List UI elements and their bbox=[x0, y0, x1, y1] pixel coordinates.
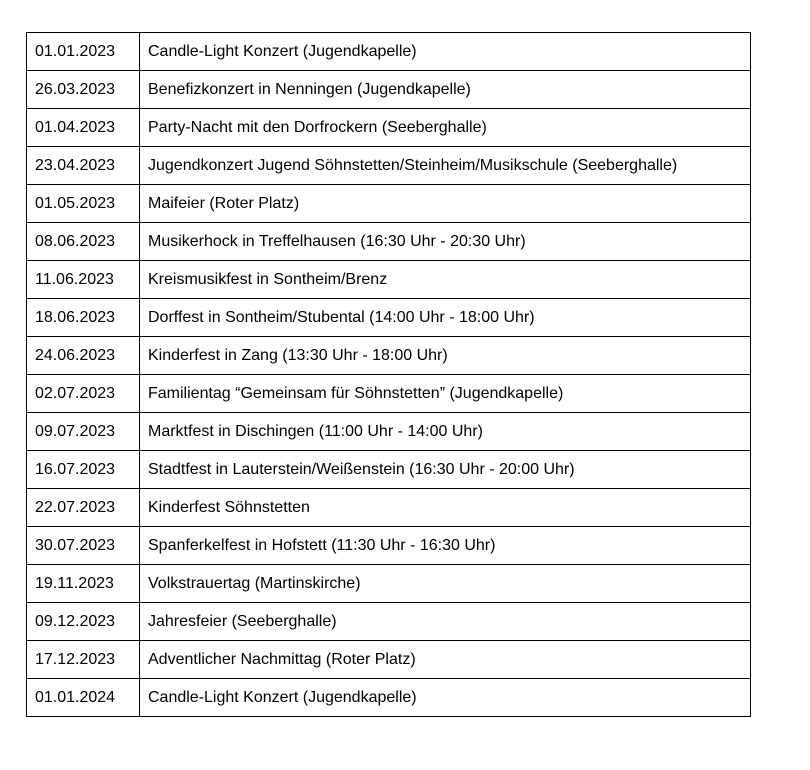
event-title: Candle-Light Konzert (Jugendkapelle) bbox=[140, 33, 751, 71]
event-date: 08.06.2023 bbox=[27, 223, 140, 261]
event-title: Maifeier (Roter Platz) bbox=[140, 185, 751, 223]
event-date: 24.06.2023 bbox=[27, 337, 140, 375]
event-title: Adventlicher Nachmittag (Roter Platz) bbox=[140, 641, 751, 679]
event-date: 09.12.2023 bbox=[27, 603, 140, 641]
table-row bbox=[27, 565, 751, 603]
event-title: Familientag “Gemeinsam für Söhnstetten” (Jugendkapelle) bbox=[140, 375, 751, 413]
event-date: 01.01.2023 bbox=[27, 33, 140, 71]
event-date: 26.03.2023 bbox=[27, 71, 140, 109]
event-date: 01.05.2023 bbox=[27, 185, 140, 223]
event-date: 22.07.2023 bbox=[27, 489, 140, 527]
table-row bbox=[27, 299, 751, 337]
event-date: 23.04.2023 bbox=[27, 147, 140, 185]
event-date: 01.01.2024 bbox=[27, 679, 140, 717]
table-row bbox=[27, 147, 751, 185]
table-row bbox=[27, 223, 751, 261]
event-date: 11.06.2023 bbox=[27, 261, 140, 299]
event-date: 02.07.2023 bbox=[27, 375, 140, 413]
event-title: Volkstrauertag (Martinskirche) bbox=[140, 565, 751, 603]
table-row bbox=[27, 185, 751, 223]
table-row bbox=[27, 337, 751, 375]
event-date: 01.04.2023 bbox=[27, 109, 140, 147]
event-title: Kreismusikfest in Sontheim/Brenz bbox=[140, 261, 751, 299]
table-row bbox=[27, 451, 751, 489]
event-title: Spanferkelfest in Hofstett (11:30 Uhr - 16:30 Uhr) bbox=[140, 527, 751, 565]
table-row bbox=[27, 527, 751, 565]
events-table bbox=[26, 32, 751, 717]
event-title: Jugendkonzert Jugend Söhnstetten/Steinheim/Musikschule (Seeberghalle) bbox=[140, 147, 751, 185]
event-date: 17.12.2023 bbox=[27, 641, 140, 679]
table-row bbox=[27, 109, 751, 147]
event-title: Benefizkonzert in Nenningen (Jugendkapelle) bbox=[140, 71, 751, 109]
table-row bbox=[27, 261, 751, 299]
event-title: Candle-Light Konzert (Jugendkapelle) bbox=[140, 679, 751, 717]
table-row bbox=[27, 33, 751, 71]
table-row bbox=[27, 489, 751, 527]
event-date: 09.07.2023 bbox=[27, 413, 140, 451]
table-row bbox=[27, 375, 751, 413]
table-row bbox=[27, 413, 751, 451]
event-title: Jahresfeier (Seeberghalle) bbox=[140, 603, 751, 641]
event-title: Kinderfest Söhnstetten bbox=[140, 489, 751, 527]
event-title: Musikerhock in Treffelhausen (16:30 Uhr - 20:30 Uhr) bbox=[140, 223, 751, 261]
event-title: Party-Nacht mit den Dorfrockern (Seeberghalle) bbox=[140, 109, 751, 147]
event-date: 18.06.2023 bbox=[27, 299, 140, 337]
event-title: Kinderfest in Zang (13:30 Uhr - 18:00 Uhr) bbox=[140, 337, 751, 375]
table-row bbox=[27, 603, 751, 641]
event-date: 16.07.2023 bbox=[27, 451, 140, 489]
event-title: Marktfest in Dischingen (11:00 Uhr - 14:00 Uhr) bbox=[140, 413, 751, 451]
event-date: 30.07.2023 bbox=[27, 527, 140, 565]
table-row bbox=[27, 71, 751, 109]
table-row bbox=[27, 679, 751, 717]
table-row bbox=[27, 641, 751, 679]
event-title: Stadtfest in Lauterstein/Weißenstein (16:30 Uhr - 20:00 Uhr) bbox=[140, 451, 751, 489]
event-title: Dorffest in Sontheim/Stubental (14:00 Uhr - 18:00 Uhr) bbox=[140, 299, 751, 337]
event-date: 19.11.2023 bbox=[27, 565, 140, 603]
events-table-body bbox=[27, 33, 751, 717]
